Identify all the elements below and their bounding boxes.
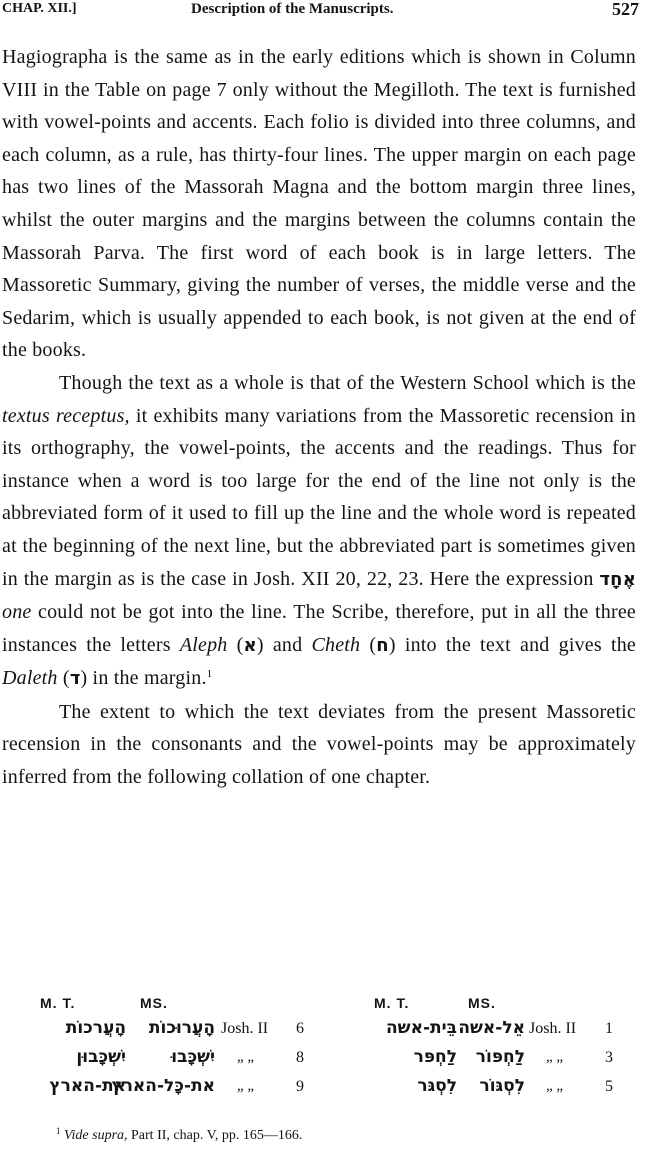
verse-right: 1 <box>605 1020 613 1037</box>
mt-left-cell: יִשְׁכָּבוּן <box>76 1047 126 1067</box>
footnote <box>56 1128 302 1144</box>
p2-italic-cheth: Cheth <box>311 633 361 656</box>
paragraph-3: The extent to which the text deviates from the present Massoretic recension in the consonants and the vowel-points may be approximately inferred from the following collation of one chapter. <box>2 700 636 789</box>
p2-text-f: ( <box>360 633 377 656</box>
mt-left-cell: את-הארץ <box>49 1076 126 1096</box>
p2-italic-textus: textus receptus, <box>2 404 130 427</box>
hebrew-letter-aleph: א <box>243 634 257 656</box>
reference-left: Josh. II <box>221 1020 269 1037</box>
p2-text-a: Though the text as a whole is that of the Western School which is the <box>59 371 636 394</box>
header-mt-right: M. T. <box>374 995 410 1011</box>
mt-right-cell: לַחְפּר <box>413 1047 457 1067</box>
p2-text-h: ( <box>57 667 70 690</box>
p2-text-b: it exhibits many variations from the Massoretic recension in its orthography, the vowel-points, the accents and the readings. Thus for instance when a word is too large for the end of the line not only is the abbreviated form of it used to fill up the line and the whole word is repeated at the beginning of the next line, but the abbreviated part is sometimes given in the margin as is the case in Josh. XII 20, 22, 23. Here the expression <box>2 404 636 590</box>
header-mt-left: M. T. <box>40 995 76 1011</box>
paragraph-2 <box>2 367 636 696</box>
footnote-italic: Vide supra, <box>64 1128 128 1143</box>
reference-left: „ „ <box>237 1078 255 1094</box>
p2-text-c: could not be got into the line. The Scribe, therefore, put in all the three instances the letters <box>2 601 636 656</box>
reference-right: „ „ <box>546 1078 564 1094</box>
reference-right: „ „ <box>546 1049 564 1065</box>
body-text <box>2 41 636 794</box>
page-number: 527 <box>612 0 639 19</box>
header-ms-right: MS. <box>468 995 496 1011</box>
header-ms-left: MS. <box>140 995 168 1011</box>
ms-left-cell: את-כָּל-הארץ <box>111 1076 215 1096</box>
p2-italic-aleph: Aleph <box>179 633 228 656</box>
reference-right: Josh. II <box>529 1020 577 1037</box>
paragraph-1: Hagiographa is the same as in the early editions which is shown in Column VIII in the Table on page 7 only without the Megilloth. The text is furnished with vowel-points and accents. Each folio is divided into three columns, and each column, as a rule, has thirty-four lines. The upper margin on each page has two lines of the Massorah Magna and the bottom margin three lines, whilst the outer margins and the margins between the columns contain the Massorah Parva. The first word of each book is in large letters. The Massoretic Summary, giving the number of verses, the middle verse and the Sedarim, which is usually appended to each book, is not given at the end of the books. <box>2 46 636 362</box>
verse-right: 5 <box>605 1078 613 1095</box>
running-title: Description of the Manuscripts. <box>191 1 394 17</box>
hebrew-word-echad: אֶחָד <box>599 568 636 590</box>
p2-text-e: ) and <box>256 633 312 656</box>
p2-text-g: ) into the text and gives the <box>388 633 637 656</box>
ms-left-cell: יִשְׁכָּבוּ <box>171 1047 215 1067</box>
p2-italic-one: one <box>2 601 32 624</box>
p2-italic-daleth: Daleth <box>2 667 58 690</box>
mt-left-cell: הָעֲרכוֹת <box>65 1018 126 1038</box>
ms-right-cell: לַחְפּוֹר <box>475 1047 525 1067</box>
ms-left-cell: הָעֲרוּכוֹת <box>148 1018 215 1038</box>
verse-right: 3 <box>605 1049 613 1066</box>
p2-text-d: ( <box>227 633 244 656</box>
p2-text-i: ) in the margin. <box>80 667 207 690</box>
footnote-text: Part II, chap. V, pp. 165—166. <box>127 1128 303 1143</box>
verse-left: 8 <box>296 1049 304 1066</box>
footnote-reference: 1 <box>206 668 213 681</box>
mt-right-cell: בֵּית-אשה <box>386 1018 457 1038</box>
reference-left: „ „ <box>237 1049 255 1065</box>
footnote-mark: 1 <box>56 1126 61 1136</box>
mt-right-cell: לִסְגּר <box>417 1076 457 1096</box>
chapter-label: CHAP. XII.] <box>2 1 77 16</box>
ms-right-cell: לִסְגּוֹר <box>479 1076 525 1096</box>
verse-left: 6 <box>296 1020 304 1037</box>
verse-left: 9 <box>296 1078 304 1095</box>
hebrew-letter-daleth: ד <box>69 668 81 690</box>
running-header <box>0 0 649 30</box>
ms-right-cell: אֵל-אשה <box>458 1018 525 1038</box>
hebrew-letter-cheth: ח <box>376 634 389 656</box>
